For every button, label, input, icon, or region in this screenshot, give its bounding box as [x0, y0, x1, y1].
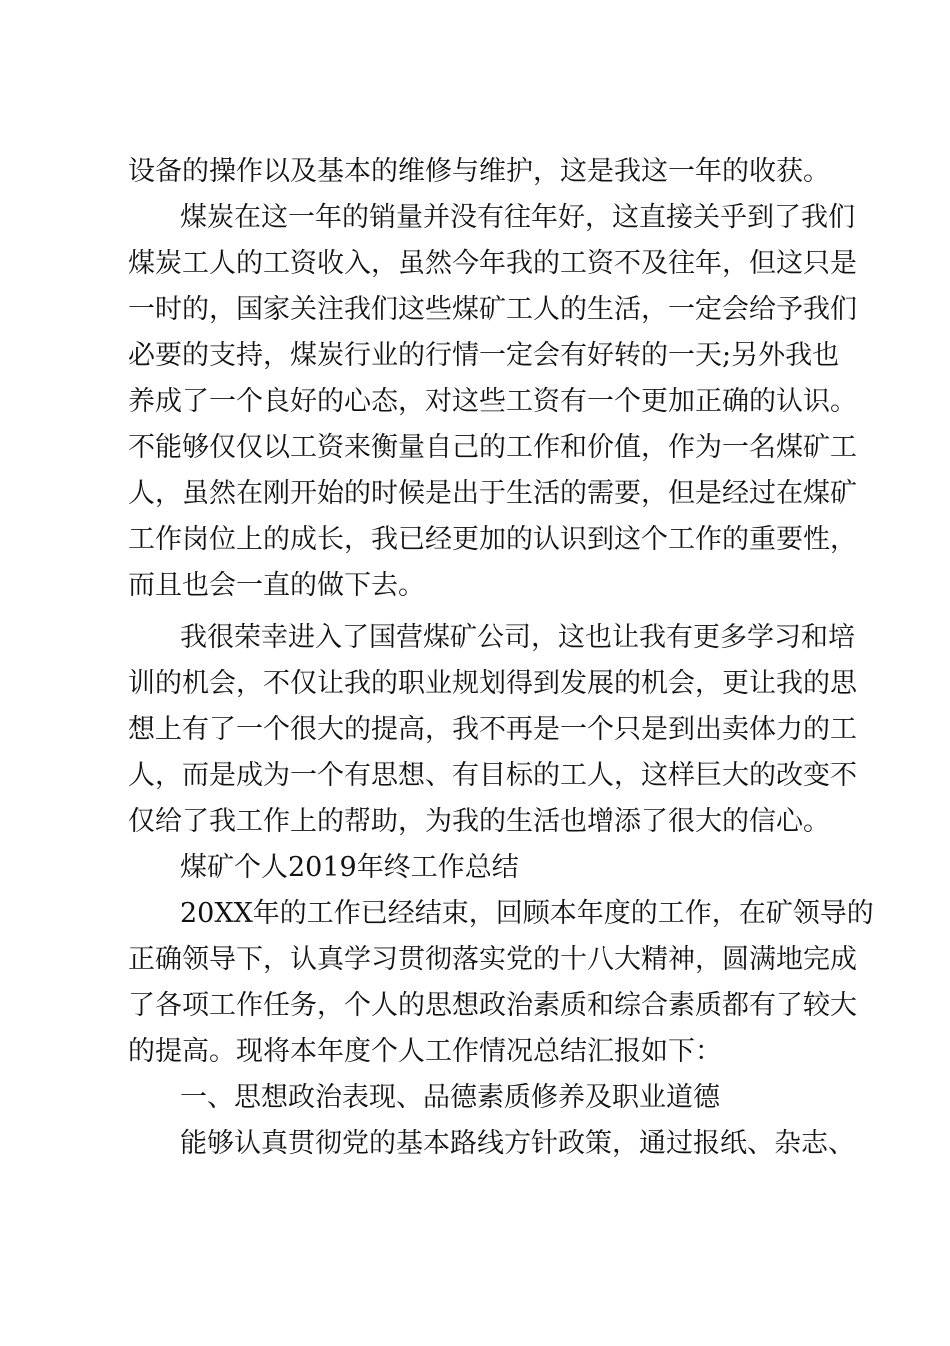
text-line: 训的机会，不仅让我的职业规划得到发展的机会，更让我的思: [128, 668, 857, 699]
section-title: 煤矿个人2019年终工作总结: [180, 852, 519, 883]
text-line: 人，而是成为一个有思想、有目标的工人，这样巨大的改变不: [128, 760, 857, 791]
text-line: 正确领导下，认真学习贯彻落实党的十八大精神，圆满地完成: [128, 944, 857, 975]
text-line: 不能够仅仅以工资来衡量自己的工作和价值，作为一名煤矿工: [128, 432, 857, 463]
text-line: 了各项工作任务，个人的思想政治素质和综合素质都有了较大: [128, 990, 857, 1021]
text-line: 而且也会一直的做下去。: [128, 570, 425, 601]
text-line: 人，虽然在刚开始的时候是出于生活的需要，但是经过在煤矿: [128, 478, 857, 509]
text-line: 能够认真贯彻党的基本路线方针政策，通过报纸、杂志、: [180, 1128, 855, 1159]
text-line: 想上有了一个很大的提高，我不再是一个只是到出卖体力的工: [128, 714, 857, 745]
text-line: 煤炭在这一年的销量并没有往年好，这直接关乎到了我们: [180, 202, 855, 233]
section-heading: 一、思想政治表现、品德素质修养及职业道德: [180, 1082, 720, 1113]
text-line: 一时的，国家关注我们这些煤矿工人的生活，一定会给予我们: [128, 294, 857, 325]
text-line: 我很荣幸进入了国营煤矿公司，这也让我有更多学习和培: [180, 622, 855, 653]
text-line: 必要的支持，煤炭行业的行情一定会有好转的一天;另外我也: [128, 340, 840, 371]
text-line: 工作岗位上的成长，我已经更加的认识到这个工作的重要性，: [128, 524, 857, 555]
text-line: 的提高。现将本年度个人工作情况总结汇报如下：: [128, 1036, 722, 1067]
text-line: 20XX年的工作已经结束，回顾本年度的工作，在矿领导的: [180, 898, 874, 929]
text-line: 仅给了我工作上的帮助，为我的生活也增添了很大的信心。: [128, 806, 830, 837]
text-line: 煤炭工人的工资收入，虽然今年我的工资不及往年，但这只是: [128, 248, 857, 279]
text-line: 养成了一个良好的心态，对这些工资有一个更加正确的认识。: [128, 386, 857, 417]
text-line: 设备的操作以及基本的维修与维护，这是我这一年的收获。: [128, 156, 830, 187]
